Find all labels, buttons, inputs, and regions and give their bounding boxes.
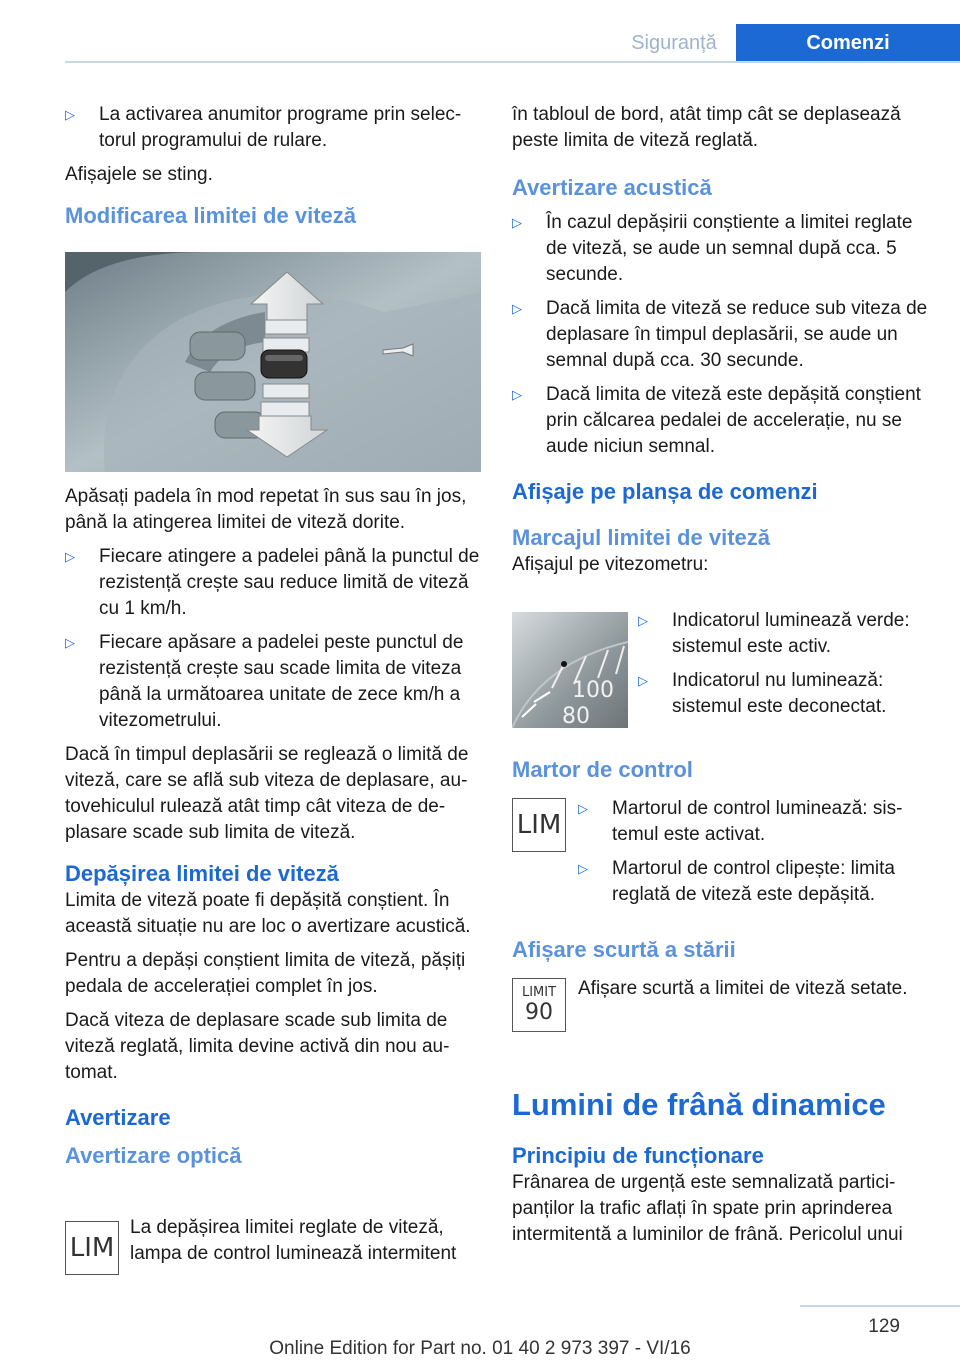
- triangle-bullet-icon: ▷: [638, 613, 648, 628]
- list-item: ▷ Fiecare apăsare a padelei peste punctul de rezistență crește sau scade limita de viteza până la următoarea unitate de zece km/h a vitezometrului.: [65, 630, 481, 734]
- triangle-bullet-icon: ▷: [638, 673, 648, 688]
- section-heading: Modificarea limitei de viteză: [65, 203, 356, 228]
- triangle-bullet-icon: ▷: [578, 801, 588, 816]
- list-item: ▷ Martorul de control clipește: limita reglată de viteză este depășită.: [578, 856, 928, 908]
- list-item: ▷ Indicatorul luminează verde: sistemul este activ.: [638, 608, 928, 660]
- section-heading: Principiu de funcționare: [512, 1143, 764, 1168]
- section-heading: Martor de control: [512, 757, 693, 782]
- paragraph: Frânarea de urgență este semnalizată participanților la trafic aflați în spate prin aprinderea intermitentă a luminilor de frână. Pericolul unui: [512, 1172, 903, 1245]
- section-heading: Avertizare optică: [65, 1143, 242, 1168]
- header-divider: [65, 61, 960, 63]
- section-heading: Avertizare: [65, 1105, 171, 1130]
- left-column-body: [65, 484, 481, 1170]
- section-heading: Depășirea limitei de viteză: [65, 861, 339, 886]
- list-item: ▷ Dacă limita de viteză se reduce sub viteza de deplasare în timpul deplasării, se aude un semnal după cca. 30 secunde.: [512, 296, 928, 374]
- section-heading: Afișaje pe planșa de comenzi: [512, 479, 818, 504]
- lim-indicator-icon: LIM: [65, 1221, 119, 1275]
- page-number: 129: [868, 1316, 900, 1337]
- triangle-bullet-icon: ▷: [512, 301, 522, 316]
- footer-divider: [800, 1305, 960, 1307]
- list-item: ▷ În cazul depășirii conștiente a limitei reglate de viteză, se aude un semnal după cca. 5 secunde.: [512, 210, 928, 288]
- control-light-bullets: [578, 796, 928, 916]
- section-heading: Marcajul limitei de viteză: [512, 525, 770, 550]
- paragraph: La depășirea limitei reglate de viteză, lampa de control luminează intermitent: [130, 1217, 457, 1264]
- limit-90-icon: LIMIT 90: [512, 978, 566, 1032]
- triangle-bullet-icon: ▷: [65, 635, 75, 650]
- right-column-bottom: [512, 1086, 928, 1256]
- list-item: ▷ Dacă limita de viteză este depășită conștient prin călcarea pedalei de accelerație, nu se aude niciun semnal.: [512, 382, 928, 460]
- section-heading: Avertizare acustică: [512, 175, 712, 200]
- triangle-bullet-icon: ▷: [512, 215, 522, 230]
- speedometer-bullets: [638, 608, 928, 728]
- paragraph: Pentru a depăși conștient limita de viteză, pășiți pedala de accelerației complet în jos.: [65, 950, 466, 997]
- lim-indicator-icon: LIM: [512, 798, 566, 852]
- paragraph: în tabloul de bord, atât timp cât se deplasează peste limita de viteză reglată.: [512, 104, 901, 151]
- section-heading: Afișare scurtă a stării: [512, 937, 736, 962]
- paragraph: Afișajele se sting.: [65, 164, 213, 185]
- paragraph: Dacă în timpul deplasării se reglează o limită de viteză, care se află sub viteza de deplasare, autovehiculul rulează atât timp cât viteza de deplasare scade sub limita de viteză.: [65, 744, 469, 843]
- paragraph: Afișajul pe vitezometru:: [512, 554, 709, 575]
- chapter-heading: Lumini de frână dinamice: [512, 1087, 886, 1122]
- triangle-bullet-icon: ▷: [65, 107, 75, 122]
- paragraph: Dacă viteza de deplasare scade sub limita de viteză reglată, limita devine activă din nou automat.: [65, 1010, 450, 1083]
- tab-controls: Comenzi: [736, 24, 960, 62]
- paragraph: Limita de viteză poate fi depășită conștient. În această situație nu are loc o avertizare acustică.: [65, 890, 471, 937]
- tab-safety: Siguranță: [631, 31, 717, 54]
- paragraph: Afișare scurtă a limitei de viteză setate.: [578, 978, 908, 999]
- list-item: ▷ Indicatorul nu luminează: sistemul este deconectat.: [638, 668, 928, 720]
- triangle-bullet-icon: ▷: [65, 549, 75, 564]
- triangle-bullet-icon: ▷: [578, 861, 588, 876]
- triangle-bullet-icon: ▷: [512, 387, 522, 402]
- paragraph: Apăsați padela în mod repetat în sus sau în jos, până la atingerea limitei de viteză dorite.: [65, 486, 467, 533]
- left-column-top: [65, 102, 481, 230]
- edition-footer: Online Edition for Part no. 01 40 2 973 397 - VI/16: [269, 1338, 691, 1359]
- list-item: ▷ Martorul de control luminează: sistemul este activat.: [578, 796, 928, 848]
- right-column-top: [512, 102, 928, 586]
- steering-wheel-illustration: [65, 252, 481, 472]
- list-item: ▷ La activarea anumitor programe prin selectorul programului de rulare.: [65, 102, 481, 154]
- list-item: ▷ Fiecare atingere a padelei până la punctul de rezistență crește sau reduce limită de viteză cu 1 km/h.: [65, 544, 481, 622]
- speedometer-image: 100 80: [512, 612, 628, 728]
